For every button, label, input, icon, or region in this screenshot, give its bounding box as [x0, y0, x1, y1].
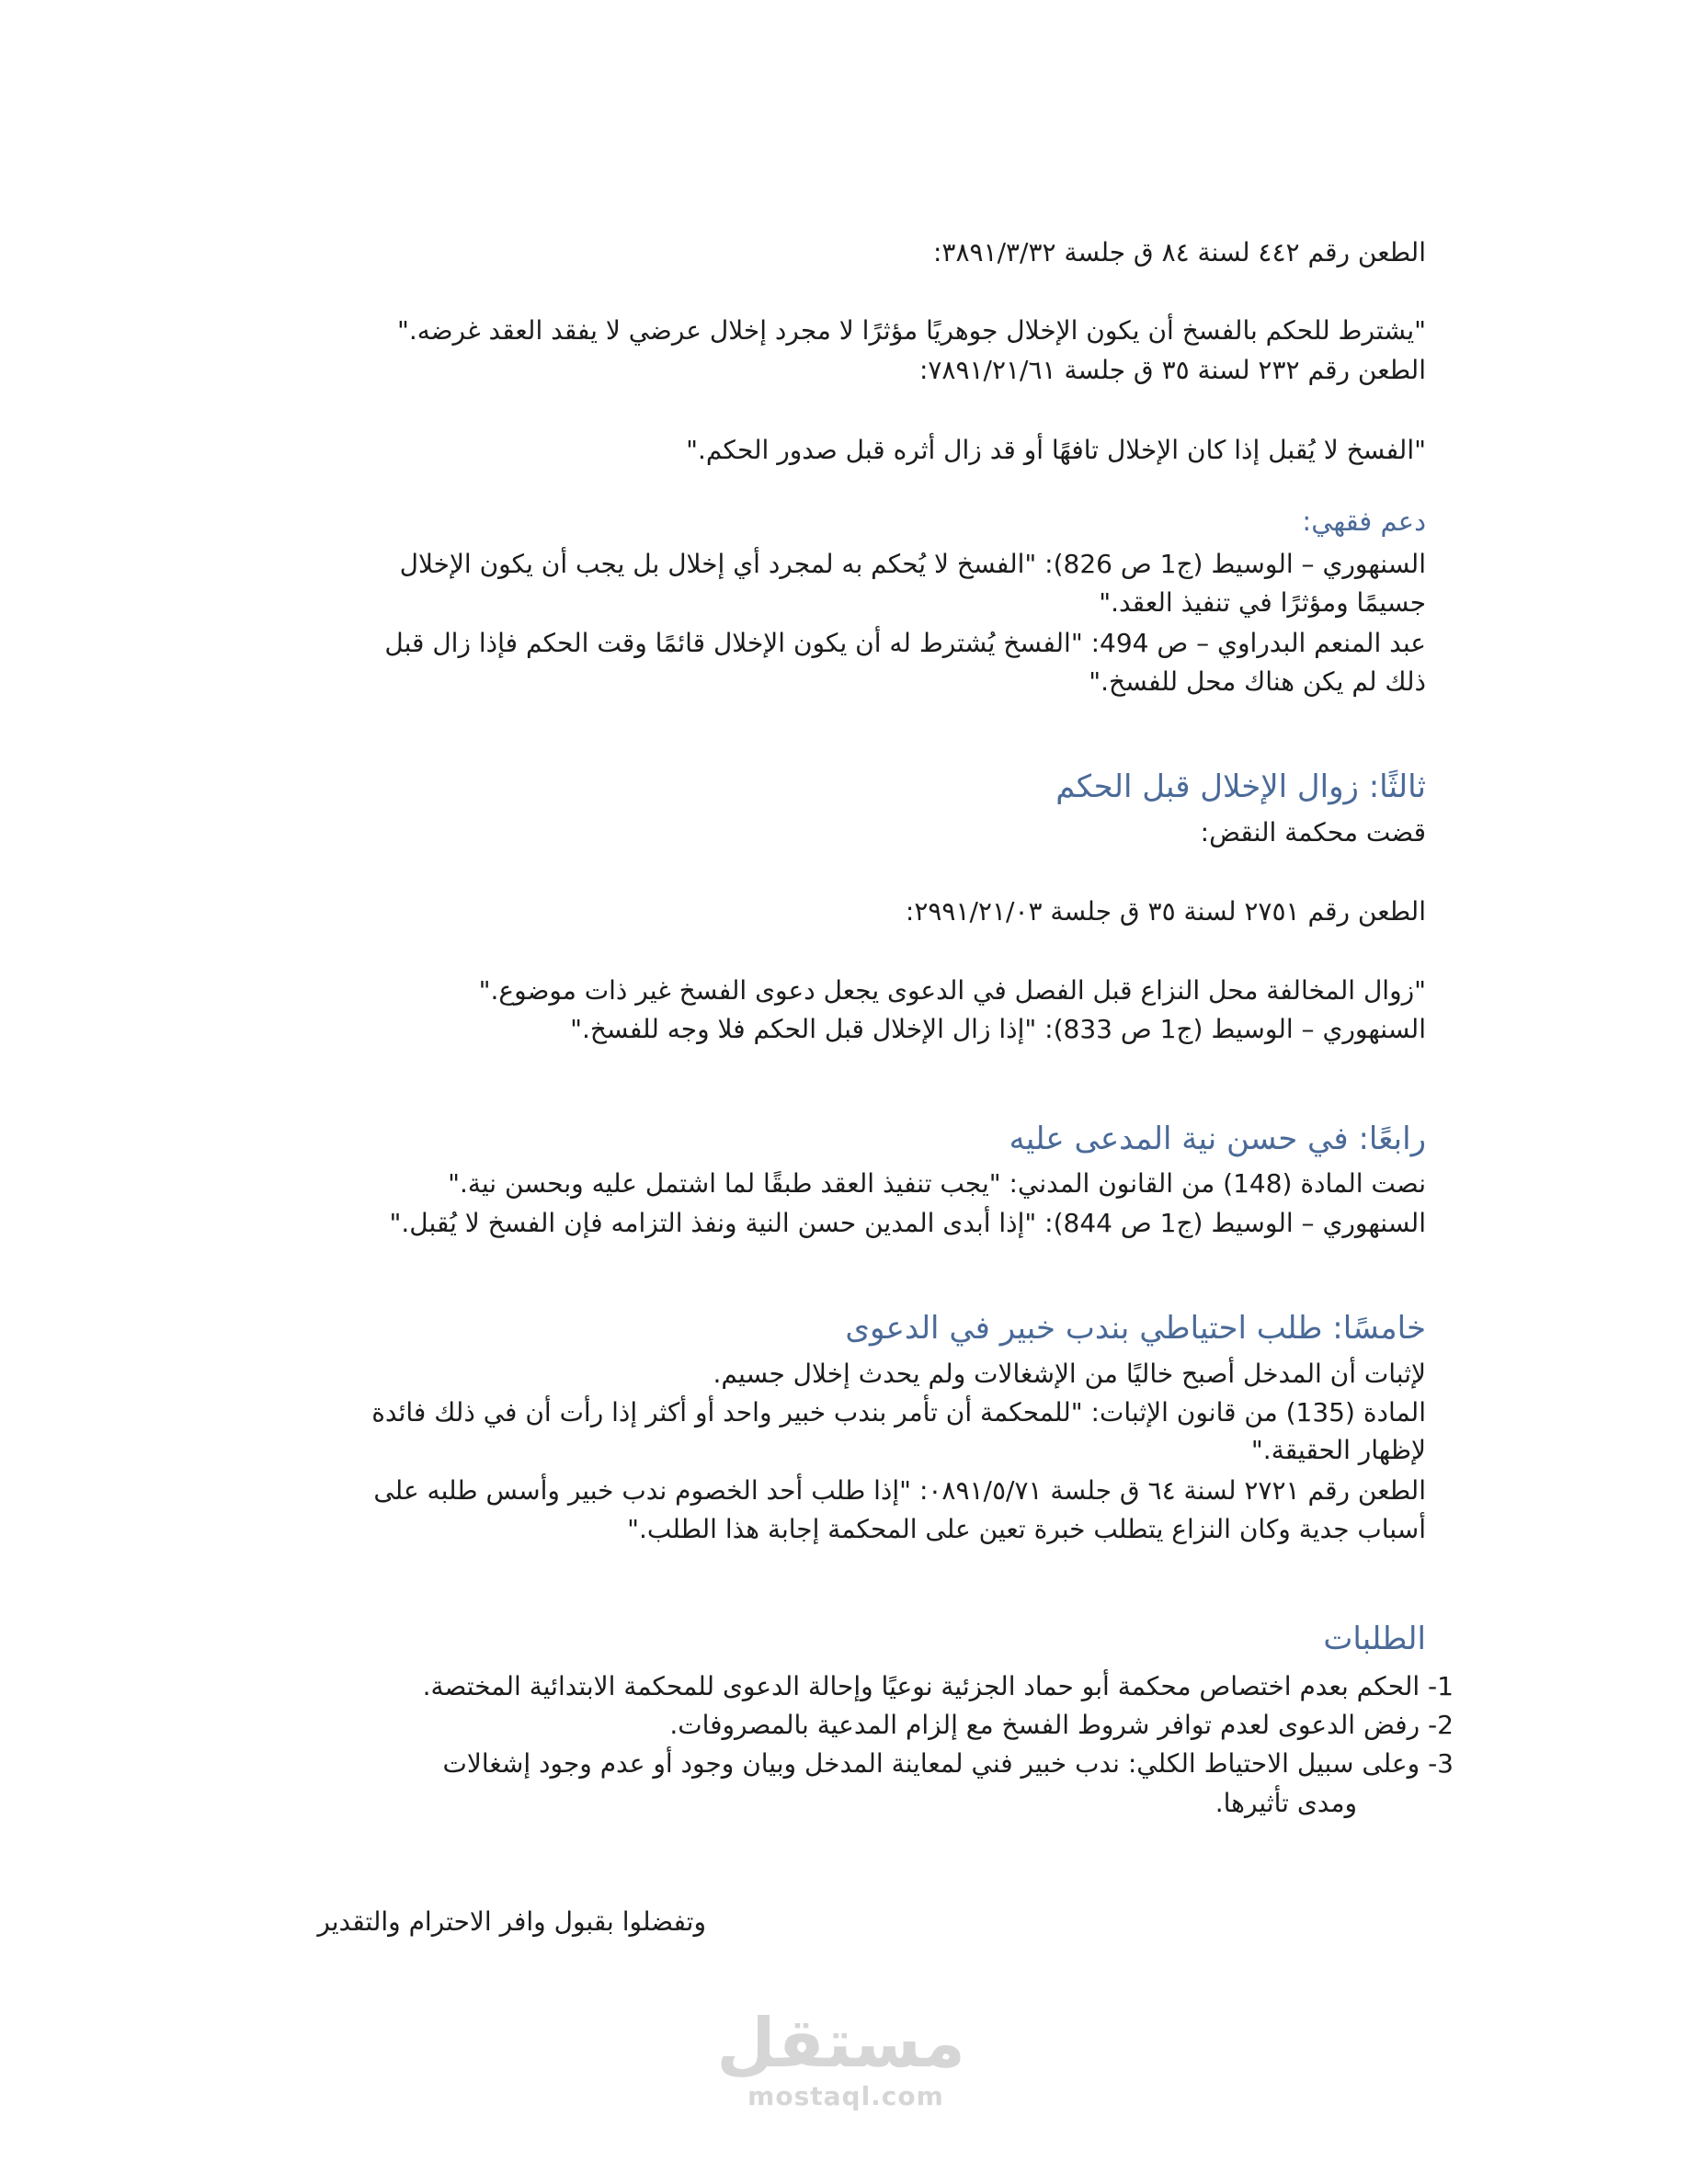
section-heading-requests: الطلبات [1323, 1621, 1426, 1657]
case-citation: الطعن رقم ٢٧٥١ لسنة ٣٥ ق جلسة ٢٩٩١/٢١/٠٣: [905, 896, 1426, 927]
expert-request-line: لإثبات أن المدخل أصبح خاليًا من الإشغالات ولم يحدث إخلال جسيم. [713, 1359, 1426, 1389]
expert-request-line: لإظهار الحقيقة." [1250, 1435, 1426, 1465]
case-quote: "زوال المخالفة محل النزاع قبل الفصل في الدعوى يجعل دعوى الفسخ غير ذات موضوع." [478, 975, 1426, 1006]
watermark-domain: mostaql.com [747, 2081, 944, 2111]
section-heading-fourth: رابعًا: في حسن نية المدعى عليه [1009, 1120, 1426, 1157]
sanhouri-quote-line: السنهوري – الوسيط (ج1 ص 844): "إذا أبدى المدين حسن النية ونفذ التزامه فإن الفسخ لا يُقبل." [389, 1208, 1426, 1238]
badrawi-quote-line: عبد المنعم البدراوي – ص 494: "الفسخ يُشترط له أن يكون الإخلال قائمًا وقت الحكم فإذا زال قبل [384, 628, 1426, 658]
watermark-logo-text: مستقل [716, 2004, 965, 2083]
sanhouri-quote-line: السنهوري – الوسيط (ج1 ص 826): "الفسخ لا يُحكم به لمجرد أي إخلال بل يجب أن يكون الإخلال [399, 549, 1426, 579]
request-item: 2- رفض الدعوى لعدم توافر شروط الفسخ مع إلزام المدعية بالمصروفات. [669, 1710, 1454, 1740]
section-heading-third: ثالثًا: زوال الإخلال قبل الحكم [1055, 768, 1426, 805]
court-intro: قضت محكمة النقض: [1200, 817, 1426, 847]
case-quote: "الفسخ لا يُقبل إذا كان الإخلال تافهًا أو قد زال أثره قبل صدور الحكم." [686, 435, 1426, 465]
request-item: 3- وعلى سبيل الاحتياط الكلي: ندب خبير فني لمعاينة المدخل وبيان وجود أو عدم وجود إشغالات [442, 1748, 1454, 1779]
sanhouri-quote-line: جسيمًا ومؤثرًا في تنفيذ العقد." [1099, 587, 1426, 618]
case-citation: الطعن رقم ٢٣٢ لسنة ٣٥ ق جلسة ٧٨٩١/٢١/٦١: [918, 355, 1426, 385]
mostaql-watermark [716, 2004, 965, 2111]
article-quote: نصت المادة (148) من القانون المدني: "يجب تنفيذ العقد طبقًا لما اشتمل عليه وبحسن نية." [448, 1168, 1426, 1199]
case-citation: الطعن رقم ٤٤٢ لسنة ٨٤ ق جلسة ٣٨٩١/٣/٣٢: [932, 237, 1426, 267]
case-quote: "يشترط للحكم بالفسخ أن يكون الإخلال جوهريًا مؤثرًا لا مجرد إخلال عرضي لا يفقد العقد غرضه." [396, 315, 1426, 346]
expert-request-line: أسباب جدية وكان النزاع يتطلب خبرة تعين على المحكمة إجابة هذا الطلب." [627, 1514, 1426, 1544]
closing-line: وتفضلوا بقبول وافر الاحترام والتقدير [317, 1906, 706, 1937]
jurisprudence-heading: دعم فقهي: [1302, 506, 1426, 537]
expert-request-line: الطعن رقم ٢٧٢١ لسنة ٦٤ ق جلسة ٠٨٩١/٥/٧١: "إذا طلب أحد الخصوم ندب خبير وأسس طلبه على [373, 1475, 1426, 1506]
request-item: 1- الحكم بعدم اختصاص محكمة أبو حماد الجزئية نوعيًا وإحالة الدعوى للمحكمة الابتدائية المختصة. [422, 1671, 1454, 1701]
section-heading-fifth: خامسًا: طلب احتياطي بندب خبير في الدعوى [845, 1310, 1426, 1347]
sanhouri-quote-line: السنهوري – الوسيط (ج1 ص 833): "إذا زال الإخلال قبل الحكم فلا وجه للفسخ." [570, 1014, 1426, 1044]
request-item-continuation: ومدى تأثيرها. [1215, 1788, 1357, 1818]
expert-request-line: المادة (135) من قانون الإثبات: "للمحكمة أن تأمر بندب خبير واحد أو أكثر إذا رأت أن في ذلك فائدة [371, 1397, 1426, 1428]
badrawi-quote-line: ذلك لم يكن هناك محل للفسخ." [1089, 666, 1426, 697]
